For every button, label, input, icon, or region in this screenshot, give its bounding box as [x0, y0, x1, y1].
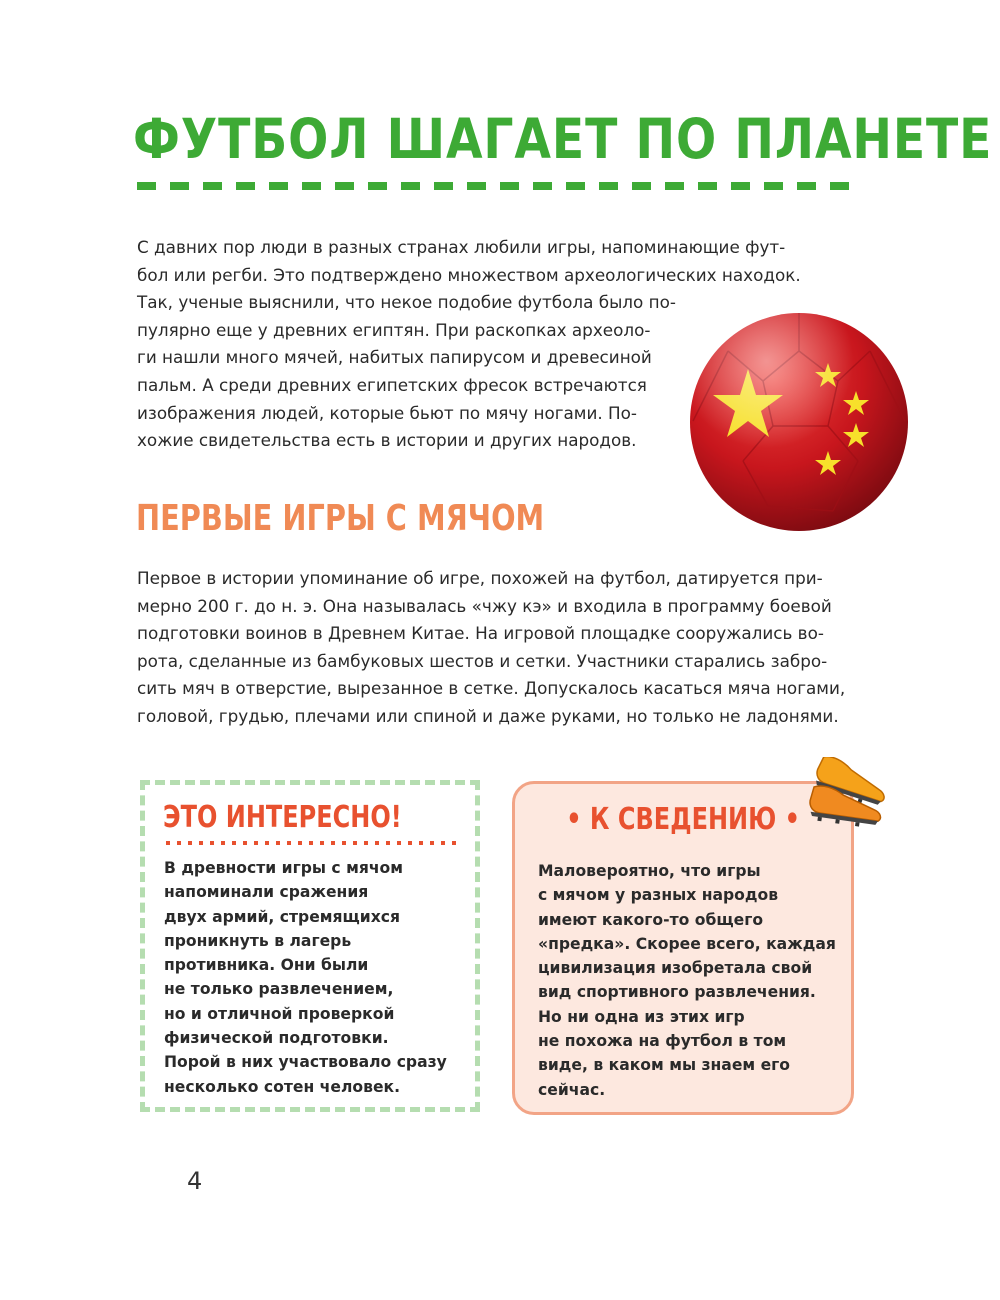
- title-divider: [137, 182, 854, 190]
- interesting-line: проникнуть в лагерь: [164, 931, 352, 950]
- intro-line: С давних пор люди в разных странах любили игры, напоминающие фут-: [137, 237, 786, 257]
- interesting-line: двух армий, стремящихся: [164, 907, 401, 926]
- interesting-text: [164, 856, 464, 1099]
- section-paragraph: [137, 565, 857, 731]
- info-title-text: • К СВЕДЕНИЮ •: [566, 802, 800, 837]
- interesting-line: несколько сотен человек.: [164, 1077, 401, 1096]
- section-line: мерно 200 г. до н. э. Она называлась «чжу кэ» и входила в программу боевой: [137, 595, 832, 616]
- info-line: «предка». Скорее всего, каждая: [538, 934, 836, 953]
- interesting-line: физической подготовки.: [164, 1029, 389, 1048]
- page-number: 4: [187, 1167, 203, 1195]
- section-line: рота, сделанные из бамбуковых шестов и сетки. Участники старались забро-: [137, 650, 828, 671]
- info-line: Маловероятно, что игры: [538, 862, 761, 880]
- interesting-title: ЭТО ИНТЕРЕСНО!: [163, 800, 402, 835]
- info-text: [538, 859, 838, 1102]
- section-title: ПЕРВЫЕ ИГРЫ С МЯЧОМ: [136, 498, 545, 539]
- info-line: не похожа на футбол в том: [538, 1032, 787, 1051]
- info-line: имеют какого-то общего: [538, 910, 764, 929]
- intro-line: изображения людей, которые бьют по мячу ногами. По-: [137, 402, 637, 423]
- intro-line: ги нашли много мячей, набитых папирусом и древесиной: [137, 347, 652, 368]
- info-line: цивилизация изобретала свой: [538, 959, 813, 978]
- section-line: Первое в истории упоминание об игре, похожей на футбол, датируется при-: [137, 568, 823, 588]
- intro-line: бол или регби. Это подтверждено множеством археологических находок.: [137, 264, 801, 285]
- interesting-line: противника. Они были: [164, 956, 369, 975]
- info-line: с мячом у разных народов: [538, 886, 779, 905]
- section-line: подготовки воинов в Древнем Китае. На игровой площадке сооружались во-: [137, 623, 824, 644]
- intro-line: хожие свидетельства есть в истории и других народов.: [137, 430, 637, 451]
- section-line: головой, грудью, плечами или спиной и даже руками, но только не ладонями.: [137, 705, 839, 726]
- page-title: ФУТБОЛ ШАГАЕТ ПО ПЛАНЕТЕ: [133, 107, 993, 171]
- intro-line: пальм. А среди древних египетских фресок встречаются: [137, 374, 647, 395]
- china-flag-soccer-ball-icon: [688, 311, 910, 533]
- football-boots-icon: [800, 757, 890, 827]
- interesting-line: не только развлечением,: [164, 980, 394, 999]
- info-line: вид спортивного развлечения.: [538, 983, 816, 1002]
- interesting-line: Порой в них участвовало сразу: [164, 1053, 447, 1072]
- info-line: Но ни одна из этих игр: [538, 1007, 745, 1026]
- section-line: сить мяч в отверстие, вырезанное в сетке. Допускалось касаться мяча ногами,: [137, 678, 846, 699]
- intro-line: пулярно еще у древних египтян. При раскопках археоло-: [137, 319, 651, 340]
- info-line: сейчас.: [538, 1080, 606, 1099]
- interesting-line: напоминали сражения: [164, 883, 369, 902]
- interesting-divider: [166, 841, 458, 845]
- interesting-line: но и отличной проверкой: [164, 1004, 395, 1023]
- intro-line: Так, ученые выяснили, что некое подобие футбола было по-: [137, 292, 676, 313]
- info-line: виде, в каком мы знаем его: [538, 1056, 791, 1075]
- interesting-line: В древности игры с мячом: [164, 859, 404, 877]
